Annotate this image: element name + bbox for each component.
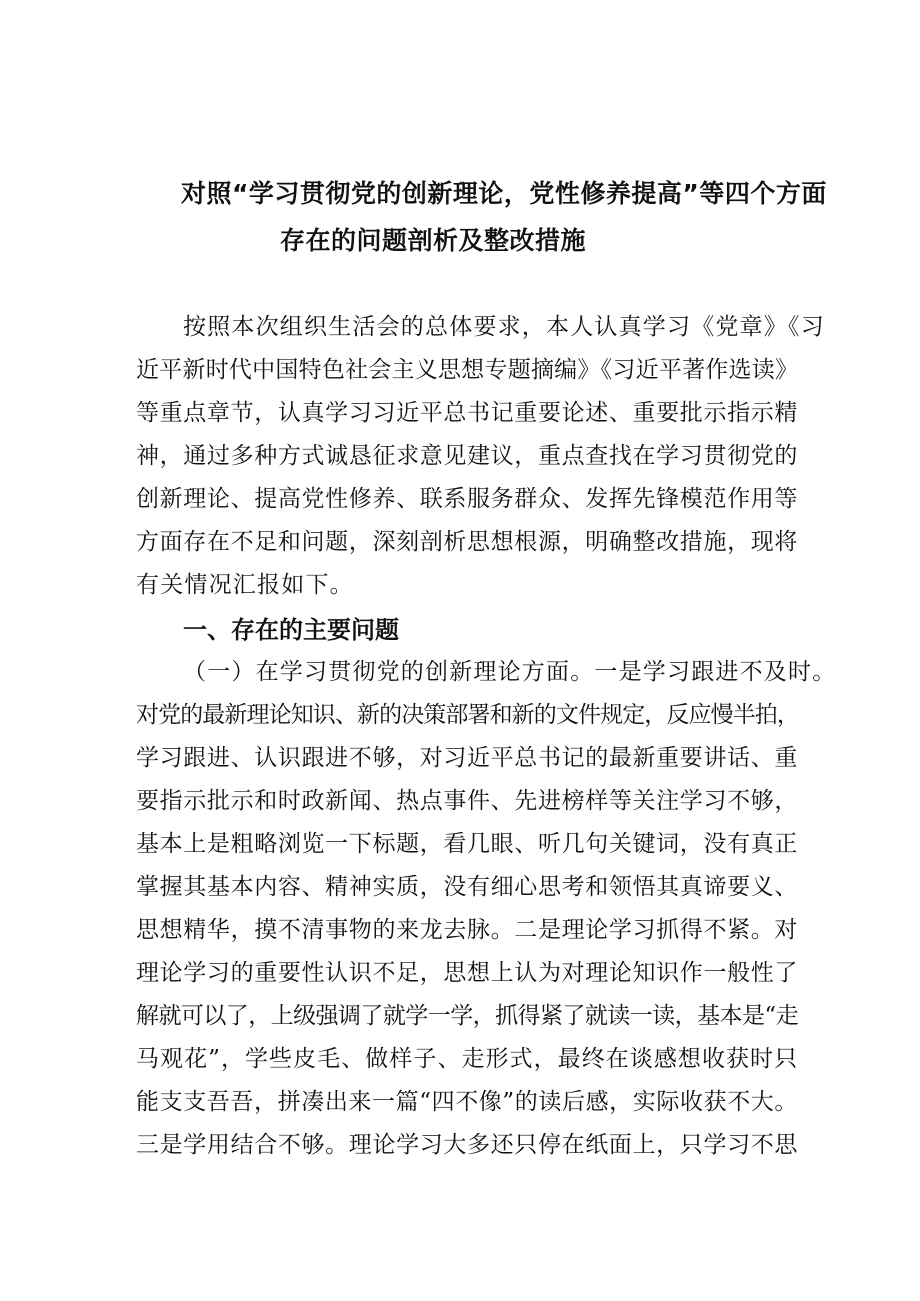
document-title-line-2: 存在的问题剖析及整改措施 xyxy=(280,226,587,255)
body-paragraph-line: 马观花”，学些皮毛、做样子、走形式，最终在谈感想收获时只 xyxy=(136,1046,798,1072)
intro-paragraph-line: 有关情况汇报如下。 xyxy=(136,572,354,598)
body-paragraph-line: 掌握其基本内容、精神实质，没有细心思考和领悟其真谛要义、 xyxy=(136,874,798,900)
body-paragraph-line: 思想精华，摸不清事物的来龙去脉。二是理论学习抓得不紧。对 xyxy=(136,917,798,943)
body-paragraph-line: （一）在学习贯彻党的创新理论方面。一是学习跟进不及时。 xyxy=(183,659,837,685)
body-paragraph-line: 对党的最新理论知识、新的决策部署和新的文件规定，反应慢半拍， xyxy=(136,702,800,728)
body-paragraph-line: 理论学习的重要性认识不足，思想上认为对理论知识作一般性了 xyxy=(136,960,798,986)
section-heading: 一、存在的主要问题 xyxy=(183,616,399,644)
intro-paragraph-line: 方面存在不足和问题，深刻剖析思想根源，明确整改措施，现将 xyxy=(136,529,798,555)
body-paragraph-line: 解就可以了，上级强调了就学一学，抓得紧了就读一读，基本是“走 xyxy=(136,1003,798,1029)
intro-paragraph-line: 神，通过多种方式诚恳征求意见建议，重点查找在学习贯彻党的 xyxy=(136,443,798,469)
body-paragraph-line: 基本上是粗略浏览一下标题，看几眼、听几句关键词，没有真正 xyxy=(136,831,798,857)
intro-paragraph-line: 近平新时代中国特色社会主义思想专题摘编》《习近平著作选读》 xyxy=(136,357,798,383)
body-paragraph-line: 要指示批示和时政新闻、热点事件、先进榜样等关注学习不够， xyxy=(136,788,798,814)
body-paragraph-line: 能支支吾吾，拼凑出来一篇“四不像”的读后感，实际收获不大。 xyxy=(136,1089,798,1115)
intro-paragraph-line: 创新理论、提高党性修养、联系服务群众、发挥先锋模范作用等 xyxy=(136,486,798,512)
body-paragraph-line: 三是学用结合不够。理论学习大多还只停在纸面上，只学习不思 xyxy=(136,1132,798,1158)
document-title-line-1: 对照“学习贯彻党的创新理论，党性修养提高”等四个方面 xyxy=(181,179,827,208)
intro-paragraph-line: 等重点章节，认真学习习近平总书记重要论述、重要批示指示精 xyxy=(136,400,798,426)
body-paragraph-line: 学习跟进、认识跟进不够，对习近平总书记的最新重要讲话、重 xyxy=(136,745,798,771)
intro-paragraph-line: 按照本次组织生活会的总体要求，本人认真学习《党章》《习 xyxy=(183,314,825,340)
